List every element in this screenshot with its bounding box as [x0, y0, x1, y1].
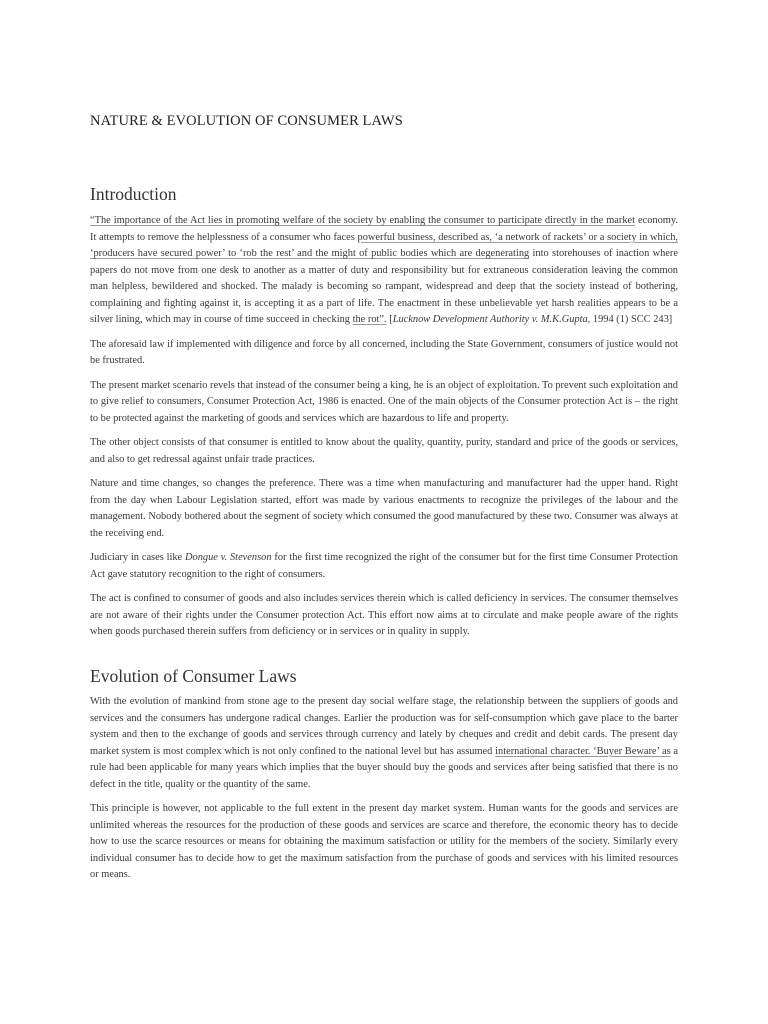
- intro-paragraph-quote: [90, 213, 678, 329]
- text-segment: into storehouses of inaction where papers do not move from one desk to another as a matter of duty and responsibility but for extraneous consideration leaving the common man helpless, bewildered and shocked. The malady is becoming so rampant, widespread and deep that the society instead of bothering, complaining and fighting against it, is accepting it as a part of life. The enactment in these unbelievable yet harsh realities appears to be a silver lining, which may in course of time succeed in checking: [90, 248, 678, 325]
- evolution-section: [90, 694, 678, 892]
- text-segment: for the first time recognized the right of the consumer but for the first time Consumer Protection Act gave statutory recognition to the right of consumers.: [90, 552, 679, 580]
- quote-segment: international character. ‘Buyer Beware’ as: [495, 745, 671, 757]
- introduction-section: [90, 213, 678, 649]
- intro-paragraph-4: The other object consists of that consumer is entitled to know about the quality, quantity, purity, standard and price of the goods or services, and also to get redressal against unfair trade practices.: [90, 437, 678, 465]
- intro-paragraph-3: The present market scenario revels that instead of the consumer being a king, he is an object of exploitation. To prevent such exploitation and to give relief to consumers, Consumer Protection Act, 1986 is enacted. One of the main objects of the Consumer protection Act is – the right to be protected against the marketing of goods and services which are hazardous to life and property.: [90, 379, 678, 424]
- evolution-paragraph-2: This principle is however, not applicable to the full extent in the present day market system. Human wants for the goods and services are unlimited whereas the resources for the production of these goods and services are scarce and therefore, the economic theory has to decide how to use the scarce resources or means for obtaining the maximum satisfaction or utility for the members of the society. Similarly every individual consumer has to decide how to get the maximum satisfaction from the purchase of goods and services with his limited resources or means.: [90, 803, 678, 880]
- evolution-paragraph-1: [90, 694, 678, 793]
- document-title: NATURE & EVOLUTION OF CONSUMER LAWS: [90, 113, 403, 129]
- citation-reference: 1994 (1) SCC 243]: [590, 314, 673, 325]
- text-segment: a rule had been applicable for many years which implies that the buyer should buy the goods and services after being satisfied that there is no defect in the title, quality or the quantity of the same.: [90, 745, 678, 790]
- text-segment: With the evolution of mankind from stone age to the present day social welfare stage, the relationship between the suppliers of goods and services and the consumers has undergone radical changes. Earlier the production was for self-consumption which gave place to the barter system and then to the exchange of goods and services through currency and lately by cheques and credit and debit cards. The present day market system is most complex which is not only confined to the national level but has assumed: [90, 696, 678, 757]
- intro-paragraph-6: [90, 550, 678, 583]
- quote-segment: the rot”.: [352, 314, 387, 325]
- quote-segment: “The importance of the Act lies in promoting welfare of the society by enabling the consumer to participate directly in the market: [90, 215, 636, 226]
- evolution-heading: Evolution of Consumer Laws: [90, 666, 297, 686]
- case-name: Dongue v. Stevenson: [185, 552, 272, 563]
- text-segment: Judiciary in cases like: [90, 552, 185, 563]
- introduction-heading: Introduction: [90, 184, 177, 204]
- citation-open: [: [386, 314, 393, 325]
- quote-segment: powerful business, described as, ‘a network of rackets’ or a society in which, ‘producers have secured power’ to ‘rob the rest’ and the might of public bodies which are degenerating: [90, 231, 678, 259]
- citation-case-name: Lucknow Development Authority v. M.K.Gupta,: [392, 314, 591, 325]
- intro-paragraph-7: The act is confined to consumer of goods and also includes services therein which is called deficiency in services. The consumer themselves are not aware of their rights under the Consumer protection Act. This effort now aims at to circulate and make people aware of the rights when goods purchased therein suffers from deficiency or in services or in quality in supply.: [90, 593, 678, 637]
- intro-paragraph-5: Nature and time changes, so changes the preference. There was a time when manufacturing and manufacturer had the upper hand. Right from the day when Labour Legislation started, effort was made by various enactments to recognize the privileges of the labour and the management. Nobody bothered about the segment of society which consumed the good manufactured by these two. Consumer was always at the receiving end.: [90, 478, 678, 539]
- text-segment: economy. It attempts to remove the helplessness of a consumer who faces: [90, 215, 678, 243]
- intro-paragraph-2: The aforesaid law if implemented with diligence and force by all concerned, including the State Government, consumers of justice would not be frustrated.: [90, 338, 678, 366]
